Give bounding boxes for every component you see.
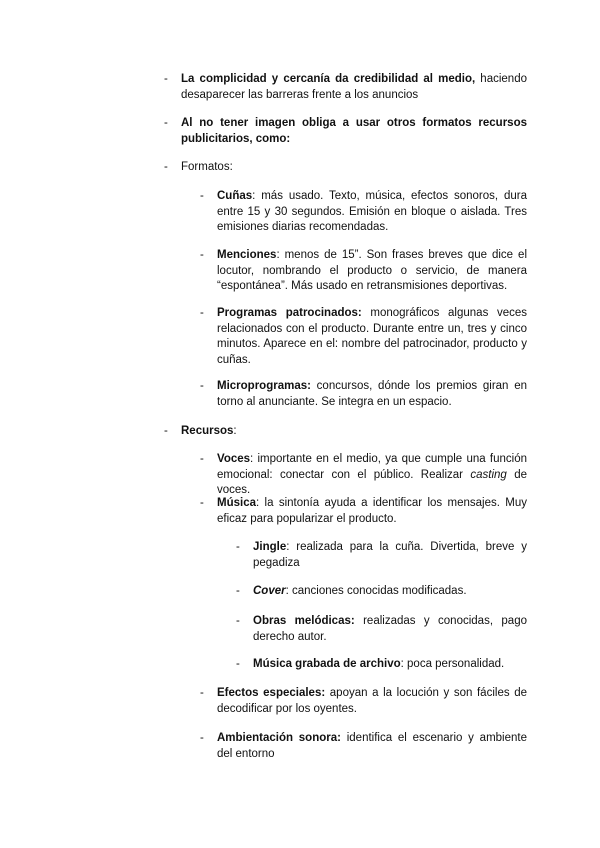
formato-bold: Programas patrocinados: [217, 307, 362, 319]
subitem-italic-bold: Cover [253, 585, 286, 597]
voces-rest-a: : importante en el medio, ya que cumple una función emocional: conectar con el público. Realizar [217, 453, 527, 481]
formato-rest: concursos, dónde los premios giran en torno al anunciante. Se integra en un espacio. [217, 380, 527, 408]
formato-item [0, 306, 600, 370]
intro-bullet-2 [0, 116, 600, 148]
bullet-dash: - [200, 249, 204, 261]
formato-bold: Cuñas [217, 190, 253, 202]
intro-rest-1: haciendo desaparecer las barreras frente a los anuncios [181, 73, 527, 101]
bullet-dash: - [236, 585, 240, 597]
formato-text [217, 379, 527, 410]
subitem-rest: realizadas y conocidas, pago derecho autor. [253, 615, 527, 643]
ambientacion-bold: Ambientación sonora: [217, 732, 341, 744]
musica-subitem [0, 540, 600, 572]
formato-rest: : más usado. Texto, música, efectos sonoros, dura entre 15 y 30 segundos. Emisión en bloque o aislada. Tres emisiones diarias recomendadas. [217, 190, 527, 233]
formato-rest: : menos de 15”. Son frases breves que dice el locutor, nombrando el producto o servicio, de manera “espontánea”. Más usado en retransmisiones deportivas. [217, 249, 527, 292]
formato-item [0, 189, 600, 237]
bullet-dash: - [200, 732, 204, 744]
formato-text [217, 306, 527, 368]
bullet-dash: - [164, 117, 168, 129]
subitem-text [253, 540, 527, 571]
bullet-dash: - [200, 497, 204, 509]
subitem-bold: Música grabada de archivo [253, 658, 401, 670]
bullet-dash: - [164, 161, 168, 173]
bullet-dash: - [236, 541, 240, 553]
subitem-text [253, 614, 527, 645]
recursos-heading [0, 424, 600, 440]
subitem-rest: : poca personalidad. [400, 658, 505, 670]
formato-item [0, 379, 600, 411]
intro-text-2 [181, 116, 527, 147]
subitem-text [253, 657, 527, 673]
bullet-dash: - [236, 658, 240, 670]
recurso-text [217, 731, 527, 762]
recurso-item-musica [0, 496, 600, 528]
bullet-dash: - [236, 615, 240, 627]
bullet-dash: - [164, 425, 168, 437]
voces-italic: casting [470, 468, 507, 481]
recurso-item-efectos [0, 686, 600, 718]
formato-bold: Microprogramas: [217, 380, 311, 392]
subitem-rest: : canciones conocidas modificadas. [285, 585, 467, 597]
subitem-bold: Jingle [253, 541, 287, 553]
formato-bold: Menciones [217, 249, 277, 261]
intro-bold-1: La complicidad y cercanía da credibilidad al medio, [181, 73, 476, 85]
voces-rest-b: de voces. [217, 468, 527, 496]
intro-text-1 [181, 72, 527, 103]
formatos-heading [0, 160, 600, 176]
bullet-dash: - [200, 380, 204, 392]
formatos-heading-text: Formatos: [181, 161, 233, 173]
bullet-dash: - [164, 73, 168, 85]
formato-rest: monográficos algunas veces relacionados con el producto. Durante entre un, tres y cinco minutos. Aparece en el: nombre del patrocinador, producto y cuñas. [217, 307, 527, 366]
bullet-dash: - [200, 453, 204, 465]
voces-bold: Voces [217, 453, 251, 465]
efectos-rest: apoyan a la locución y son fáciles de decodificar por los oyentes. [217, 687, 527, 715]
formato-text [217, 189, 527, 236]
recurso-text [217, 686, 527, 717]
musica-subitem [0, 657, 600, 673]
efectos-bold: Efectos especiales: [217, 687, 326, 699]
recurso-text [217, 452, 527, 499]
recursos-heading-bold: Recursos [181, 425, 234, 437]
subitem-text [253, 584, 527, 600]
ambientacion-rest: identifica el escenario y ambiente del entorno [217, 732, 527, 760]
recurso-item-ambientacion [0, 731, 600, 763]
recurso-text [217, 496, 527, 527]
musica-rest: : la sintonía ayuda a identificar los mensajes. Muy eficaz para popularizar el producto. [217, 497, 527, 525]
bullet-dash: - [200, 190, 204, 202]
subitem-rest: : realizada para la cuña. Divertida, breve y pegadiza [253, 541, 527, 569]
recursos-heading-text [181, 424, 237, 440]
musica-subitem [0, 584, 600, 600]
bullet-dash: - [200, 307, 204, 319]
bullet-dash: - [200, 687, 204, 699]
musica-subitem [0, 614, 600, 646]
recursos-heading-colon: : [233, 425, 237, 437]
intro-bullet-1 [0, 72, 600, 104]
subitem-bold: Obras melódicas: [253, 615, 355, 627]
intro-bold-2: Al no tener imagen obliga a usar otros formatos recursos publicitarios, como: [181, 117, 527, 145]
recurso-item-voces [0, 452, 600, 496]
musica-bold: Música [217, 497, 256, 509]
formato-item [0, 248, 600, 296]
formato-text [217, 248, 527, 295]
